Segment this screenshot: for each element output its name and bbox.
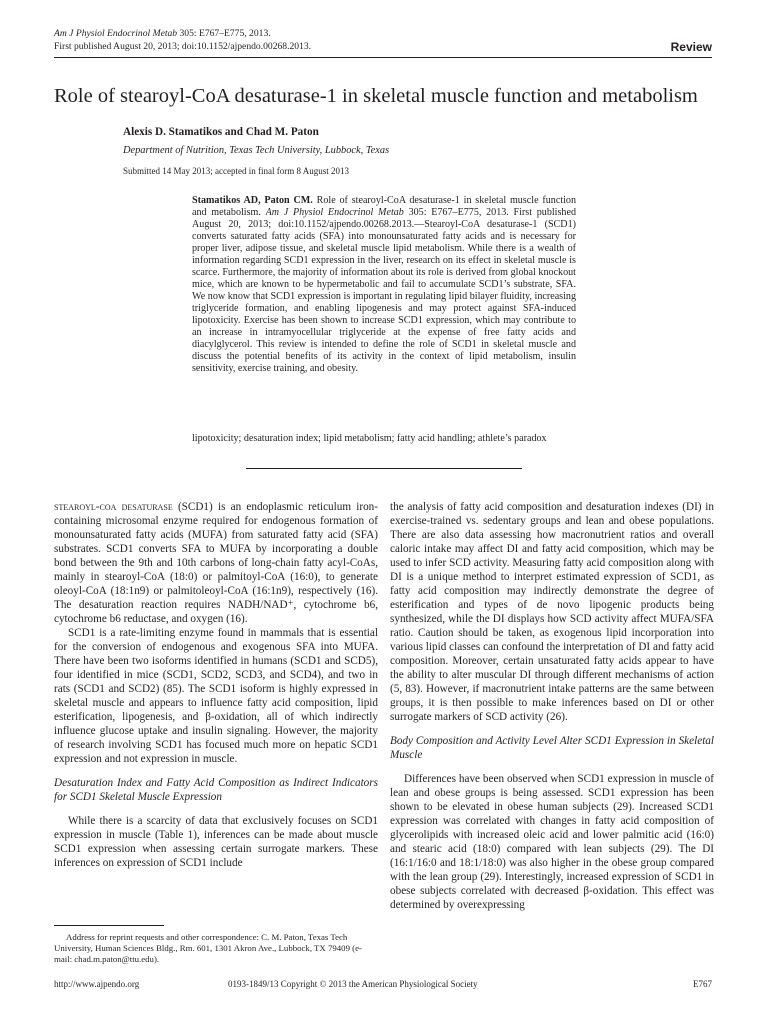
abstract-body: 305: E767–E775, 2013. First published August 20, 2013; doi:10.1152/ajpendo.00268.2013.—Stearoyl-CoA desaturase-1 (SCD1) converts saturated fatty acids (SFA) into monounsaturated fatty acids and is necessary for proper liver, adipose tissue, and skeletal muscle lipid metabolism. While there is a wealth of information regarding SCD1 expression in the liver, research on its effect in skeletal muscle is scarce. Furthermore, the majority of information about its role is derived from global knockout mice, which are known to be hypermetabolic and fail to accumulate SCD1’s substrate, SFA. We now know that SCD1 expression is important in regulating lipid bilayer fluidity, increasing triglyceride formation, and enabling lipogenesis and may protect against SFA-induced lipotoxicity. Exercise has been shown to increase SCD1 expression, which may contribute to an increase in intramyocellular triglyceride at the expense of free fatty acids and diacylglycerol. This review is intended to define the role of SCD1 in skeletal muscle and discuss the potential benefits of its activity in the context of lipid metabolism, insulin sensitivity, exercise training, and obesity. bbox=[192, 207, 576, 374]
journal-url-link[interactable]: http://www.ajpendo.org bbox=[54, 979, 140, 989]
authors: Alexis D. Stamatikos and Chad M. Paton bbox=[123, 126, 319, 138]
correspondence-footnote: Address for reprint requests and other correspondence: C. M. Paton, Texas Tech University, Human Sciences Bldg., Rm. 601, 1301 Akron Ave., Lubbock, TX 79409 (e-mail: chad.m.paton@ttu.edu). bbox=[54, 932, 362, 964]
footnote-divider bbox=[54, 925, 164, 926]
affiliation: Department of Nutrition, Texas Tech University, Lubbock, Texas bbox=[123, 145, 390, 156]
abstract-lead: Stamatikos AD, Paton CM. bbox=[192, 195, 313, 206]
journal-citation bbox=[54, 27, 311, 53]
copyright-notice: 0193-1849/13 Copyright © 2013 the American Physiological Society bbox=[228, 979, 478, 989]
section-heading: Desaturation Index and Fatty Acid Composition as Indirect Indicators for SCD1 Skeletal Muscle Expression bbox=[54, 777, 378, 803]
right-column bbox=[390, 500, 714, 912]
paragraph: SCD1 is a rate-limiting enzyme found in mammals that is essential for the conversion of endogenous and exogenous SFA into MUFA. There have been two isoforms identified in humans (SCD1 and SCD5), four identified in mice (SCD1, SCD2, SCD3, and SCD4), and two in rats (SCD1 and SCD2) (85). The SCD1 isoform is highly expressed in skeletal muscle and appears to influence fatty acid composition, lipid esterification, lipogenesis, and β-oxidation, all of which indirectly influence glucose uptake and insulin signaling. However, the majority of research involving SCD1 has focused much more on hepatic SCD1 expression and not expression in muscle. bbox=[54, 627, 378, 765]
section-heading: Body Composition and Activity Level Alter SCD1 Expression in Skeletal Muscle bbox=[390, 735, 714, 761]
volume-pages: 305: E767–E775, 2013. bbox=[179, 28, 271, 39]
abstract-divider bbox=[246, 468, 522, 469]
left-column bbox=[54, 500, 378, 870]
page-number: E767 bbox=[693, 979, 712, 989]
paragraph: While there is a scarcity of data that exclusively focuses on SCD1 expression in muscle (Table 1), inferences can be made about muscle SCD1 expression when assessing certain surrogate markers. These inferences on expression of SCD1 include bbox=[54, 815, 378, 869]
keywords: lipotoxicity; desaturation index; lipid metabolism; fatty acid handling; athlete’s paradox bbox=[192, 433, 547, 444]
paragraph: stearoyl-coa desaturase (SCD1) is an endoplasmic reticulum iron-containing microsomal enzyme required for endogenous formation of monounsaturated fatty acids (MUFA) from saturated fatty acid (SFA) substrates. SCD1 converts SFA to MUFA by incorporating a double bond between the 9th and 10th carbons of long-chain fatty acyl-CoAs, mainly in stearoyl-CoA (18:0) or palmitoyl-CoA (16:0), to generate oleoyl-CoA (18:1n9) or palmitoleoyl-CoA (16:1n9), respectively (16). The desaturation reaction requires NADH/NAD⁺, cytochrome b6, cytochrome b6 reductase, and oxygen (16). bbox=[54, 501, 378, 625]
section-label: Review bbox=[670, 40, 712, 54]
paragraph: the analysis of fatty acid composition and desaturation indexes (DI) in exercise-trained vs. sedentary groups and lean and obese populations. There are also data assessing how macronutrient ratios and overall caloric intake may affect DI and fatty acid composition, which may be used to infer SCD activity. Measuring fatty acid composition along with DI is a unique method to interpret estimated expression of SCD1, as fatty acid composition may indirectly demonstrate the degree of esterification and types of de novo lipogenic products being synthesized, while the DI displays how SCD activity affect MUFA/SFA ratio. Caution should be taken, as exogenous lipid incorporation into various lipid classes can confound the interpretation of DI and fatty acid composition. Moreover, certain unsaturated fatty acids appear to have the ability to alter muscular DI through different mechanisms of action (5, 83). However, if macronutrient intake patterns are the same between groups, it is then possible to make inferences based on DI or other surrogate markers of SCD activity (26). bbox=[390, 501, 714, 723]
abstract-ref-journal: Am J Physiol Endocrinol Metab bbox=[265, 207, 404, 218]
first-published-line: First published August 20, 2013; doi:10.1152/ajpendo.00268.2013. bbox=[54, 41, 312, 52]
submission-dates: Submitted 14 May 2013; accepted in final form 8 August 2013 bbox=[123, 166, 349, 176]
opening-smallcaps: stearoyl-coa desaturase bbox=[54, 501, 173, 513]
abstract-ref-title: Role of stearoyl-CoA desaturase-1 in skeletal muscle function and metabolism. bbox=[192, 195, 577, 218]
paragraph: Differences have been observed when SCD1 expression in muscle of lean and obese groups is being assessed. SCD1 expression has been shown to be elevated in obese human subjects (29). Increased SCD1 expression was correlated with changes in fatty acid composition of glycerolipids with increased oleic acid and lower palmitic acid (16:0) and stearic acid (18:0) compared with lean subjects (29). The DI (16:1/16:0 and 18:1/18:0) was also higher in the obese group compared with the lean group (29). Interestingly, increased expression of SCD1 in obese subjects correlated with decreased β-oxidation. This effect was determined by overexpressing bbox=[390, 773, 714, 911]
header-divider bbox=[54, 57, 712, 58]
abstract bbox=[192, 195, 576, 375]
journal-name: Am J Physiol Endocrinol Metab bbox=[54, 28, 178, 39]
article-title: Role of stearoyl-CoA desaturase-1 in skeletal muscle function and metabolism bbox=[54, 85, 698, 107]
